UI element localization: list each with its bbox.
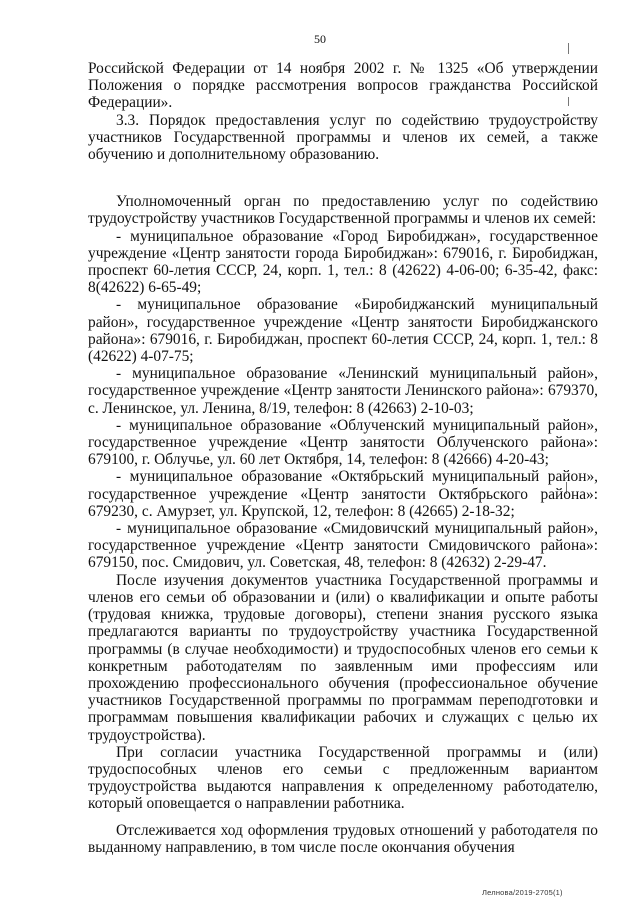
paragraph-consent: При согласии участника Государственной программы и (или) трудоспособных членов его семьи с предложенным вариантом трудоустройства выдаются направления к определенному работодателю, который оповещается о направлении работника. <box>88 743 598 813</box>
paragraph-citation-continuation: Российской Федерации от 14 ноября 2002 г. № 1325 «Об утверждении Положения о порядке рассмотрения вопросов гражданства Российской Федерации». <box>88 60 598 112</box>
document-body <box>88 60 598 856</box>
list-item: - муниципальное образование «Биробиджанский муниципальный район», государственное учреждение «Центр занятости Биробиджанского района»: 679016, г. Биробиджан, проспект 60-летия СССР, 24, корп. 1, тел.: 8 (42622) 4-07-75; <box>88 296 598 366</box>
paragraph-documents-review: После изучения документов участника Государственной программы и членов его семьи об образовании и (или) о квалификации и опыте работы (трудовая книжка, трудовые договоры), степени знания русского языка предлагаются варианты по трудоустройству участника Государственной программы (в случае необходимости) и трудоспособных членов его семьи к конкретным работодателям по заявленным ими профессиям или прохождению профессионального обучения (профессиональное обучение участников Государственной программы по программам переподготовки и программам повышения квалификации рабочих и служащих с целью их трудоустройства). <box>88 571 598 744</box>
page-number: 50 <box>314 32 326 46</box>
margin-mark <box>568 43 569 54</box>
list-item: - муниципальное образование «Облученский муниципальный район», государственное учреждение «Центр занятости Облученского района»: 679100, г. Облучье, ул. 60 лет Октября, 14, телефон: 8 (42666) 4-20-43; <box>88 416 598 469</box>
document-code: Лелнова/2019-2705(1) <box>482 888 563 897</box>
paragraph-authorized-body: Уполномоченный орган по предоставлению услуг по содействию трудоустройству участников Государственной программы и членов их семей: <box>88 193 598 228</box>
list-item: - муниципальное образование «Октябрьский муниципальный район», государственное учреждение «Центр занятости Октябрьского района»: 679230, с. Амурзет, ул. Крупской, 12, телефон: 8 (42665) 2-18-32; <box>88 468 598 520</box>
paragraph-tracking: Отслеживается ход оформления трудовых отношений у работодателя по выданному направлению, в том числе после окончания обучения <box>88 821 598 856</box>
list-item: - муниципальное образование «Смидовичский муниципальный район», государственное учреждение «Центр занятости Смидовичского района»: 679150, пос. Смидович, ул. Советская, 48, телефон: 8 (42632) 2-29-47. <box>88 520 598 572</box>
list-item: - муниципальное образование «Город Биробиджан», государственное учреждение «Центр занятости города Биробиджан»: 679016, г. Биробиджан, проспект 60-летия СССР, 24, корп. 1, тел.: 8 (42622) 4-06-00; 6-35-42, факс: 8(42622) 6-65-49; <box>88 227 598 297</box>
list-item: - муниципальное образование «Ленинский муниципальный район», государственное учреждение «Центр занятости Ленинского района»: 679370, с. Ленинское, ул. Ленина, 8/19, телефон: 8 (42663) 2-10-03; <box>88 365 598 417</box>
section-heading-3-3: 3.3. Порядок предоставления услуг по содействию трудоустройству участников Государственной программы и членов их семей, а также обучению и дополнительному образованию. <box>88 111 598 164</box>
